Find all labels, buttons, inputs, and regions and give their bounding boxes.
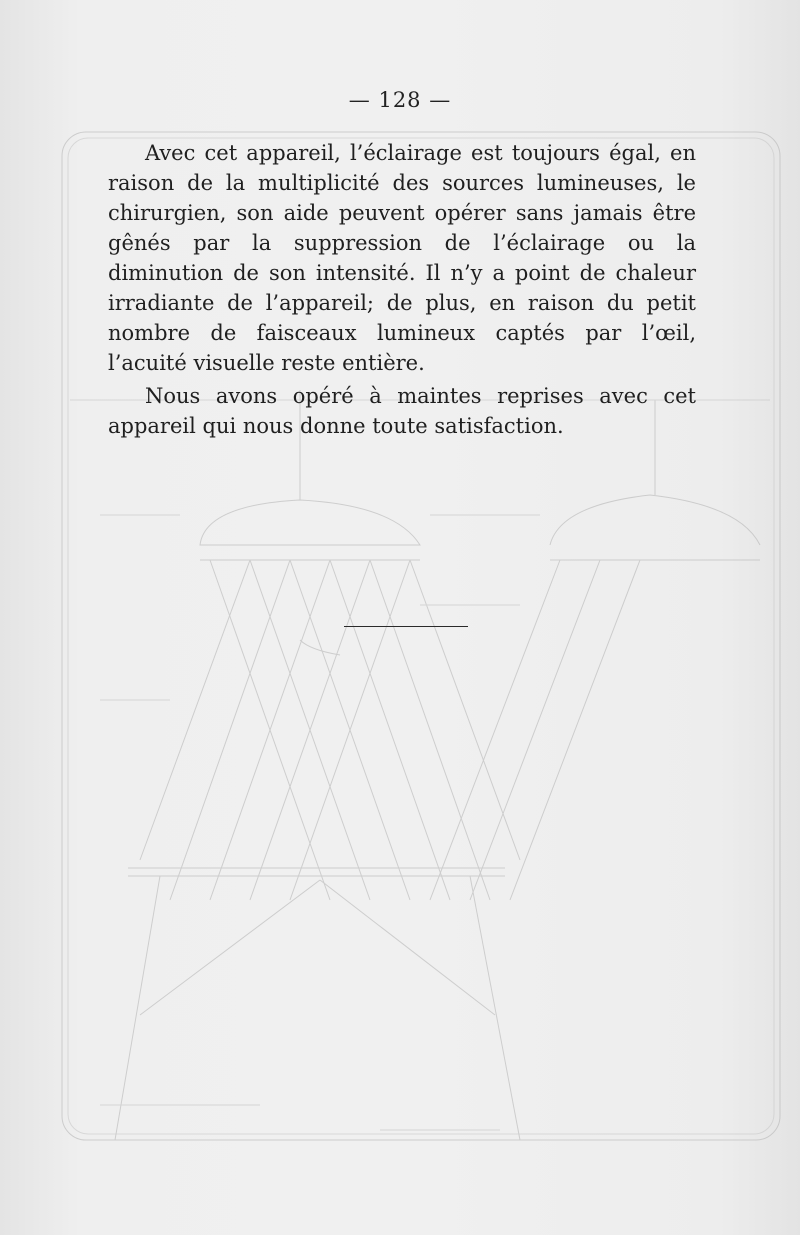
paragraph: Avec cet appareil, l’éclairage est toujours égal, en raison de la multiplicité des sources lumineuses, le chirurgien, son aide peuvent opérer sans jamais être gênés par la suppression de l’éclairage ou la diminution de son intensité. Il n’y a point de chaleur irradiante de l’appareil; de plus, en raison du petit nombre de faisceaux lumineux captés par l’œil, l’acuité visuelle reste entière. — [108, 141, 696, 375]
body-text — [108, 138, 696, 441]
paragraph: Nous avons opéré à maintes reprises avec cet appareil qui nous donne toute satisfaction. — [108, 384, 696, 438]
page-number: — 128 — — [348, 88, 452, 112]
section-end-rule — [344, 626, 468, 627]
